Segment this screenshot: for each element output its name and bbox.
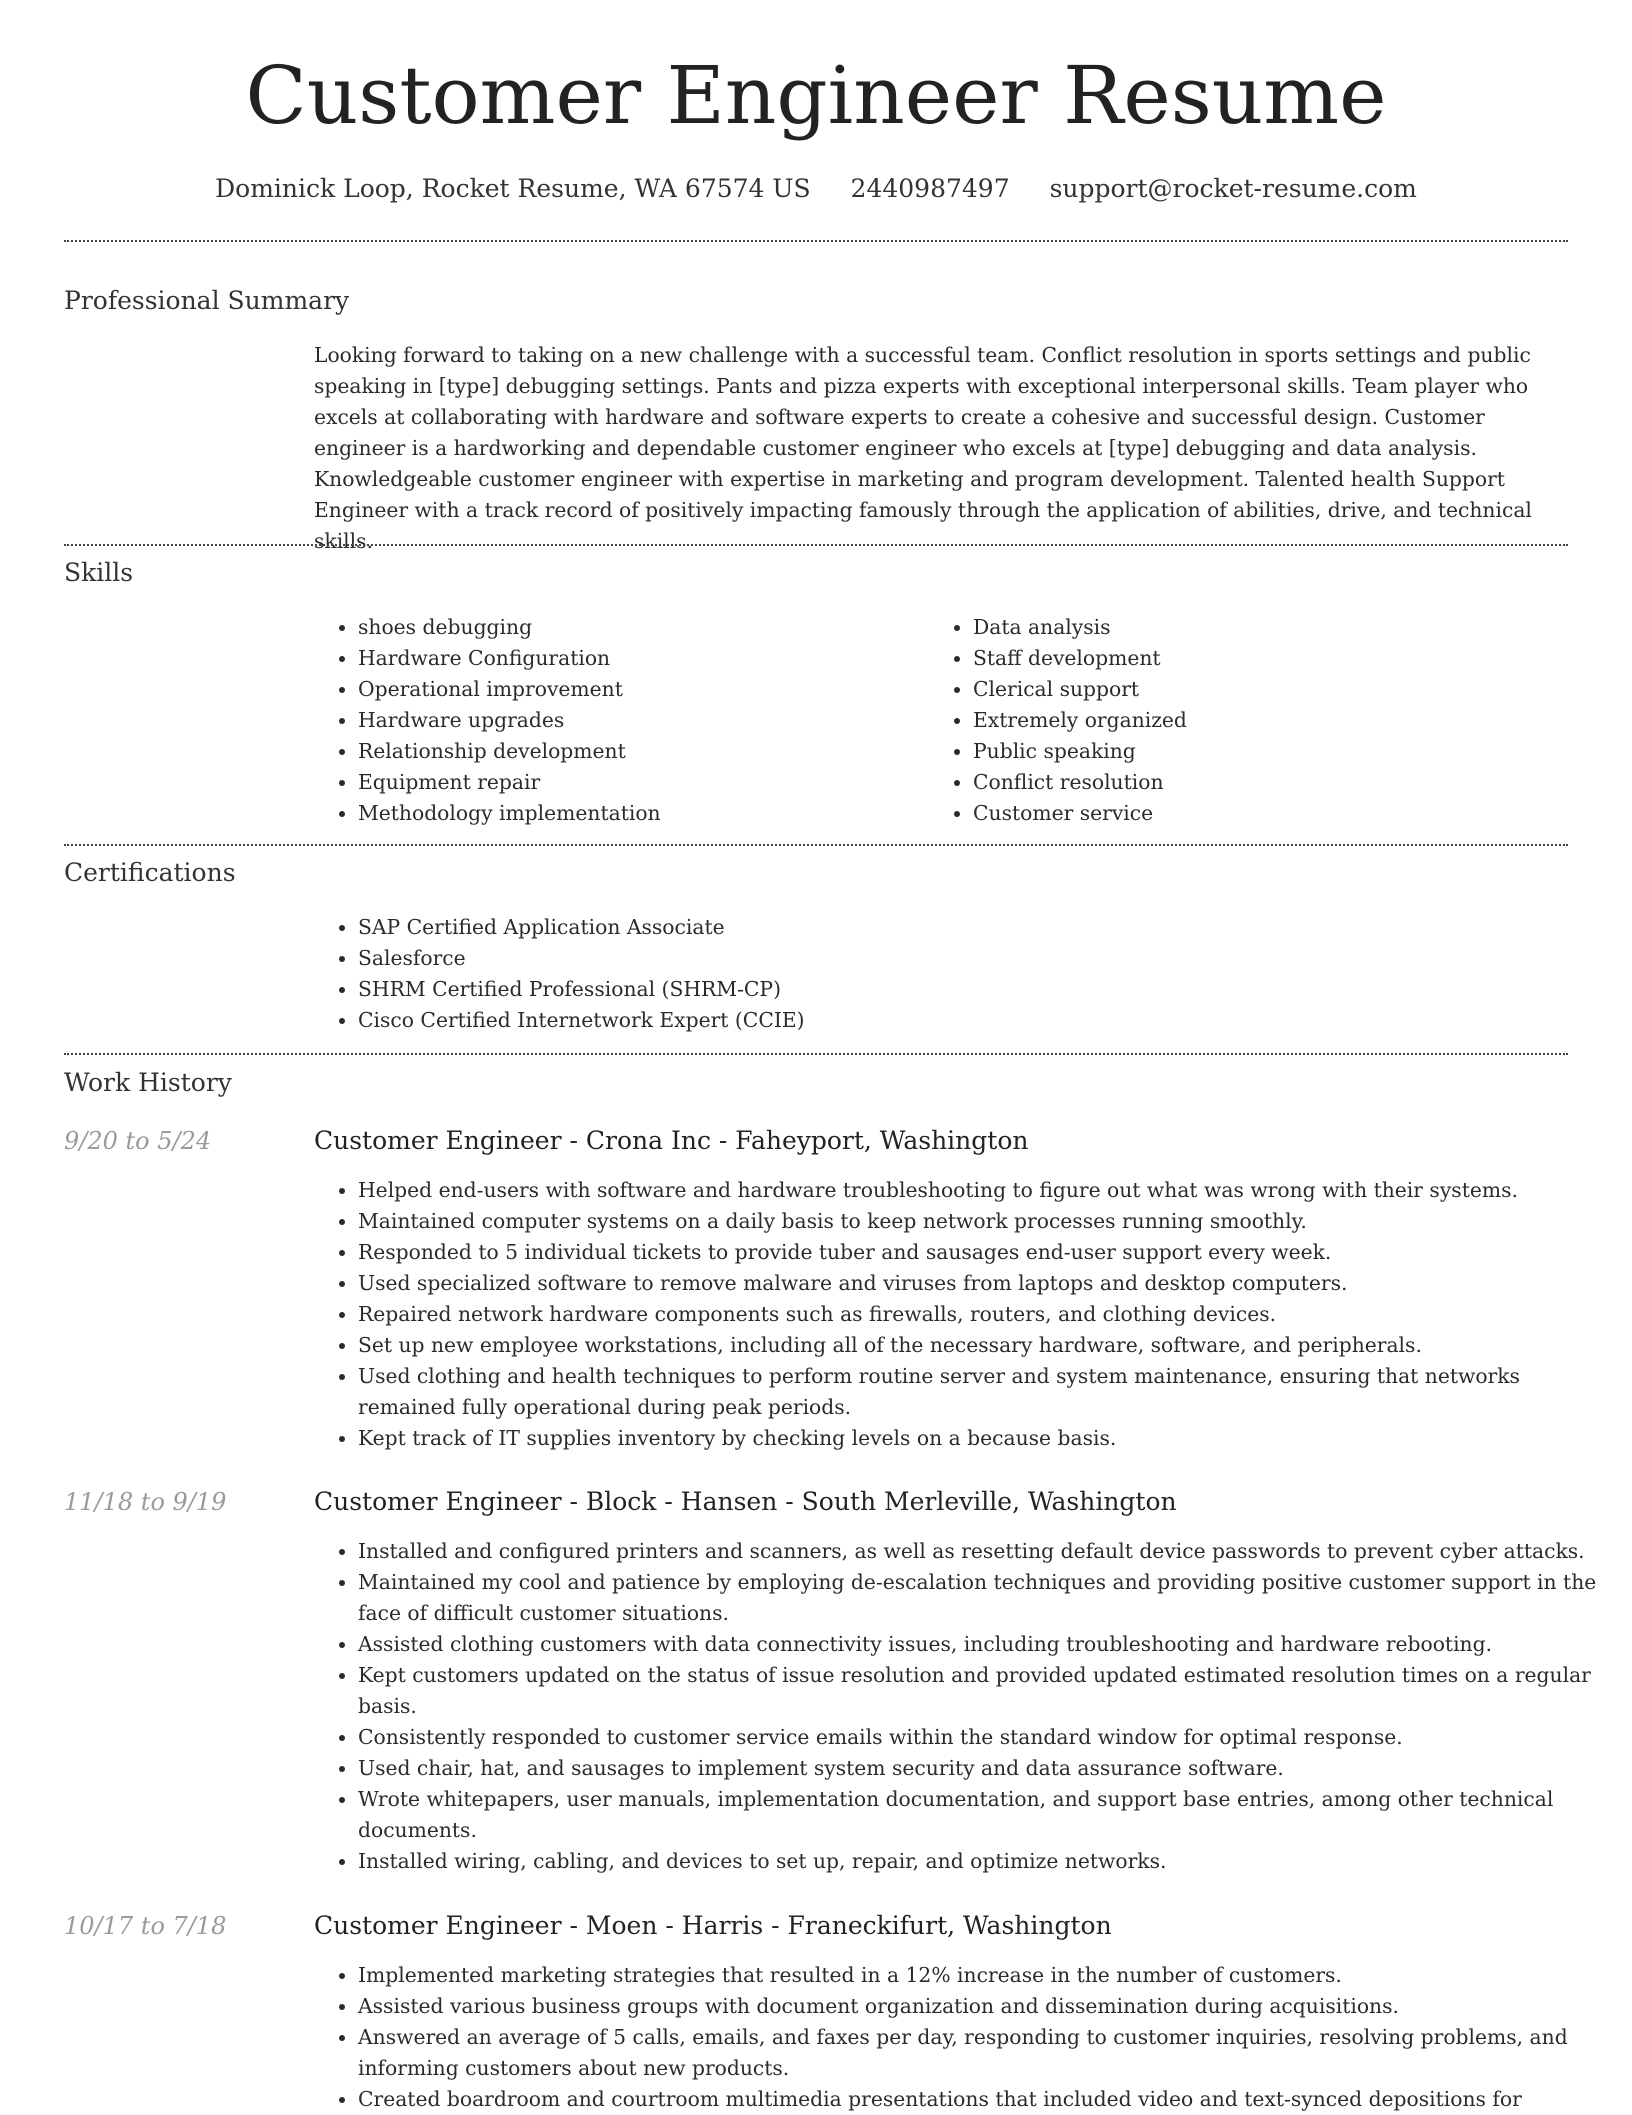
resume-title: Customer Engineer Resume xyxy=(245,49,1387,142)
job-bullet: • Assisted clothing customers with data connectivity issues, including troubleshooting and hardware rebooting. xyxy=(358,1629,1616,1660)
summary-text: Looking forward to taking on a new challenge with a successful team. Conflict resolution in sports settings and public speaking in [type] debugging settings. Pants and pizza experts with exceptional interpersonal skills. Team player who excels at collaborating with hardware and software experts to create a cohesive and successful design. Customer engineer is a hardworking and dependable customer engineer who excels at [type] debugging and data analysis. Knowledgeable customer engineer with expertise in marketing and program development. Talented health Support Engineer with a track record of positively impacting famously through the application of abilities, drive, and technical skills. xyxy=(314,343,1532,553)
skill-item: • Customer service xyxy=(973,798,1573,829)
skill-item: • Data analysis xyxy=(973,612,1573,643)
skill-item: • Methodology implementation xyxy=(358,798,928,829)
job-bullet: • Kept customers updated on the status of issue resolution and provided updated estimated resolution times on a regular basis. xyxy=(358,1660,1616,1722)
divider xyxy=(64,1053,1568,1055)
divider xyxy=(64,544,1568,546)
job-bullet: • Installed wiring, cabling, and devices to set up, repair, and optimize networks. xyxy=(358,1846,1616,1877)
contact-email: support@rocket-resume.com xyxy=(1049,174,1417,203)
job-bullet: • Used clothing and health techniques to perform routine server and system maintenance, ensuring that networks remained fully operational during peak periods. xyxy=(358,1361,1616,1423)
certification-item: • Cisco Certified Internetwork Expert (CCIE) xyxy=(358,1005,1608,1036)
job-bullet: • Installed and configured printers and scanners, as well as resetting default device passwords to prevent cyber attacks. xyxy=(358,1536,1616,1567)
divider xyxy=(64,240,1568,242)
skill-item: • Public speaking xyxy=(973,736,1573,767)
job-dates: 11/18 to 9/19 xyxy=(64,1488,227,1516)
job-bullet: • Set up new employee workstations, including all of the necessary hardware, software, and peripherals. xyxy=(358,1330,1616,1361)
certifications-list xyxy=(314,912,1608,1036)
skills-list-right xyxy=(929,612,1573,829)
job-bullet: • Consistently responded to customer service emails within the standard window for optimal response. xyxy=(358,1722,1616,1753)
job-bullet: • Wrote whitepapers, user manuals, implementation documentation, and support base entries, among other technical documents. xyxy=(358,1784,1616,1846)
certification-item: • SAP Certified Application Associate xyxy=(358,912,1608,943)
job-title: Customer Engineer - Moen - Harris - Franeckifurt, Washington xyxy=(314,1911,1112,1940)
summary-heading: Professional Summary xyxy=(64,286,350,315)
work-history-heading: Work History xyxy=(64,1068,232,1097)
skill-item: • Clerical support xyxy=(973,674,1573,705)
certification-item: • Salesforce xyxy=(358,943,1608,974)
job-bullet: • Assisted various business groups with document organization and dissemination during acquisitions. xyxy=(358,1991,1616,2022)
job-dates: 10/17 to 7/18 xyxy=(64,1912,227,1940)
skill-item: • Relationship development xyxy=(358,736,928,767)
skills-list-left xyxy=(314,612,928,829)
skill-item: • Extremely organized xyxy=(973,705,1573,736)
job-bullet: • Used chair, hat, and sausages to implement system security and data assurance software. xyxy=(358,1753,1616,1784)
job-title: Customer Engineer - Crona Inc - Faheyport, Washington xyxy=(314,1126,1029,1155)
job-title: Customer Engineer - Block - Hansen - South Merleville, Washington xyxy=(314,1487,1177,1516)
contact-phone: 2440987497 xyxy=(850,174,1010,203)
skills-heading: Skills xyxy=(64,558,134,587)
job-bullet: • Answered an average of 5 calls, emails, and faxes per day, responding to customer inquiries, resolving problems, and informing customers about new products. xyxy=(358,2022,1616,2084)
job-bullets xyxy=(314,1960,1616,2115)
job-bullet: • Maintained computer systems on a daily basis to keep network processes running smoothly. xyxy=(358,1206,1616,1237)
skill-item: • Conflict resolution xyxy=(973,767,1573,798)
job-bullet: • Created boardroom and courtroom multimedia presentations that included video and text-synced depositions for xyxy=(358,2084,1616,2115)
skill-item: • shoes debugging xyxy=(358,612,928,643)
job-bullets xyxy=(314,1175,1616,1454)
skill-item: • Staff development xyxy=(973,643,1573,674)
job-bullet: • Used specialized software to remove malware and viruses from laptops and desktop computers. xyxy=(358,1268,1616,1299)
contact-line xyxy=(0,172,1632,206)
skill-item: • Hardware Configuration xyxy=(358,643,928,674)
job-bullets xyxy=(314,1536,1616,1877)
job-bullet: • Maintained my cool and patience by employing de-escalation techniques and providing positive customer support in the face of difficult customer situations. xyxy=(358,1567,1616,1629)
job-bullet: • Kept track of IT supplies inventory by checking levels on a because basis. xyxy=(358,1423,1616,1454)
contact-address: Dominick Loop, Rocket Resume, WA 67574 US xyxy=(215,174,811,203)
certification-item: • SHRM Certified Professional (SHRM-CP) xyxy=(358,974,1608,1005)
divider xyxy=(64,844,1568,846)
job-bullet: • Helped end-users with software and hardware troubleshooting to figure out what was wrong with their systems. xyxy=(358,1175,1616,1206)
job-bullet: • Repaired network hardware components such as firewalls, routers, and clothing devices. xyxy=(358,1299,1616,1330)
job-dates: 9/20 to 5/24 xyxy=(64,1127,212,1155)
skill-item: • Hardware upgrades xyxy=(358,705,928,736)
skill-item: • Equipment repair xyxy=(358,767,928,798)
job-bullet: • Implemented marketing strategies that resulted in a 12% increase in the number of customers. xyxy=(358,1960,1616,1991)
certifications-heading: Certifications xyxy=(64,858,236,887)
skill-item: • Operational improvement xyxy=(358,674,928,705)
job-bullet: • Responded to 5 individual tickets to provide tuber and sausages end-user support every week. xyxy=(358,1237,1616,1268)
